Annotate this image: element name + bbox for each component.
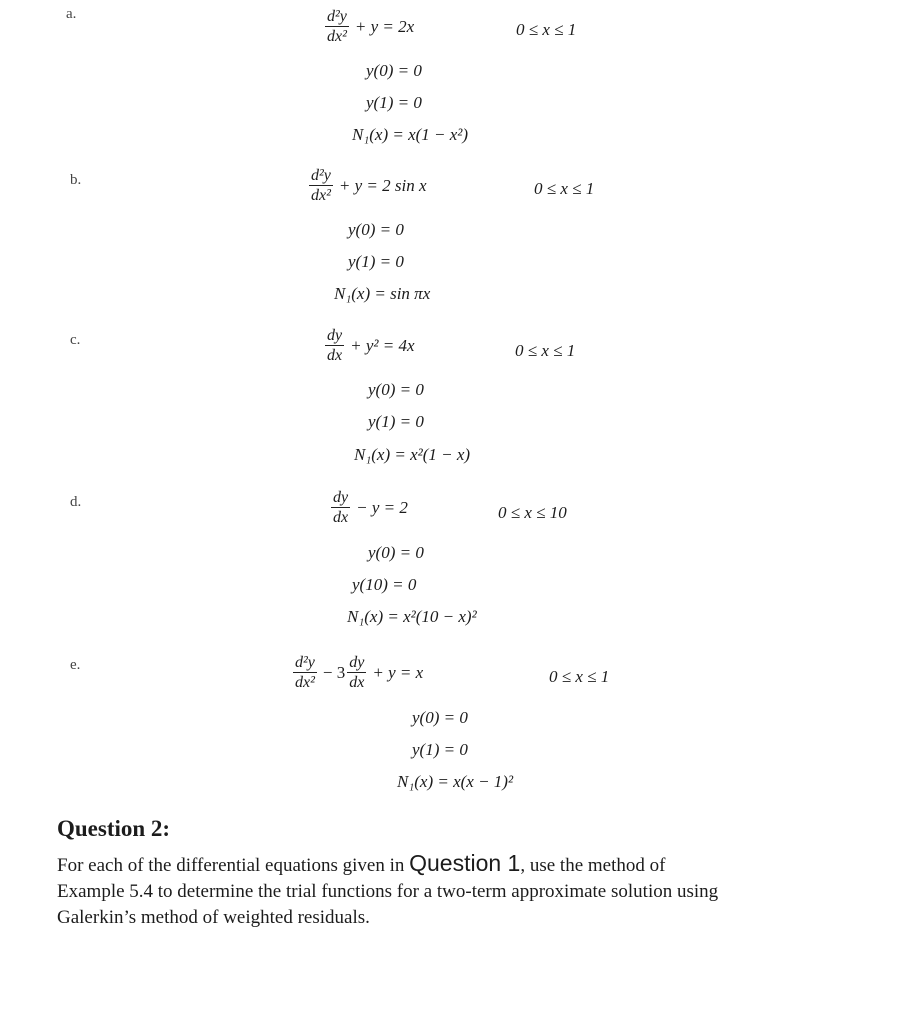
differential-equation: $\frac{\text{d²y}}{\text{dx²}}$ + y = 2x [327, 8, 415, 45]
domain-range: 0 ≤ x ≤ 1 [516, 20, 577, 39]
trial-function: N₁(x) = x²(10 − x)² [347, 607, 477, 626]
question-2-text: For each of the differential equations given in Question 1, use the method of Example 5.4 to determine the trial functions for a two-term approximate solution using Galerkin’s method of weighted residuals. [57, 850, 719, 928]
differential-equation: $\frac{dy}{dx}$ + y² = 4x [327, 327, 415, 364]
problem-label: b. [70, 172, 82, 188]
derivative-fraction: $\frac{\text{d²y}}{\text{dx²}}$ [295, 654, 315, 691]
boundary-condition-2: y(1) = 0 [412, 740, 468, 759]
first-derivative-fraction: $\frac{dy}{dx}$ [349, 654, 365, 691]
boundary-condition-1: y(0) = 0 [348, 220, 404, 239]
trial-function: N₁(x) = x(1 − x²) [352, 125, 469, 144]
boundary-condition-1: y(0) = 0 [368, 543, 424, 562]
domain-range: 0 ≤ x ≤ 1 [549, 667, 610, 686]
trial-function: N₁(x) = x(x − 1)² [397, 772, 514, 791]
domain-range: 0 ≤ x ≤ 1 [515, 341, 576, 360]
derivative-fraction: $\frac{\text{d²y}}{\text{dx²}}$ [327, 8, 347, 45]
domain-range: 0 ≤ x ≤ 1 [534, 179, 595, 198]
derivative-fraction: $\frac{\text{d²y}}{\text{dx²}}$ [311, 167, 331, 204]
problem-label: e. [70, 657, 81, 673]
problem-label: a. [66, 6, 77, 22]
problem-label: d. [70, 494, 82, 510]
boundary-condition-2: y(10) = 0 [352, 575, 417, 594]
boundary-condition-2: y(1) = 0 [366, 93, 422, 112]
boundary-condition-1: y(0) = 0 [412, 708, 468, 727]
boundary-condition-1: y(0) = 0 [366, 61, 422, 80]
differential-equation: $\frac{\text{d²y}}{\text{dx²}}$ − 3 $\frac{dy}{dx}$ + y = x [295, 654, 424, 691]
trial-function: N₁(x) = sin πx [334, 284, 431, 303]
boundary-condition-1: y(0) = 0 [368, 380, 424, 399]
derivative-fraction: $\frac{dy}{dx}$ [327, 327, 343, 364]
domain-range: 0 ≤ x ≤ 10 [498, 503, 567, 522]
boundary-condition-2: y(1) = 0 [368, 412, 424, 431]
question-2-title: Question 2: [57, 816, 171, 841]
trial-function: N₁(x) = x²(1 − x) [354, 445, 471, 464]
differential-equation: $\frac{dy}{dx}$ − y = 2 [333, 489, 408, 526]
problem-label: c. [70, 332, 81, 348]
derivative-fraction: $\frac{dy}{dx}$ [333, 489, 349, 526]
question-reference: Question 1 [409, 850, 521, 876]
boundary-condition-2: y(1) = 0 [348, 252, 404, 271]
differential-equation: $\frac{\text{d²y}}{\text{dx²}}$ + y = 2 sin x [311, 167, 427, 204]
